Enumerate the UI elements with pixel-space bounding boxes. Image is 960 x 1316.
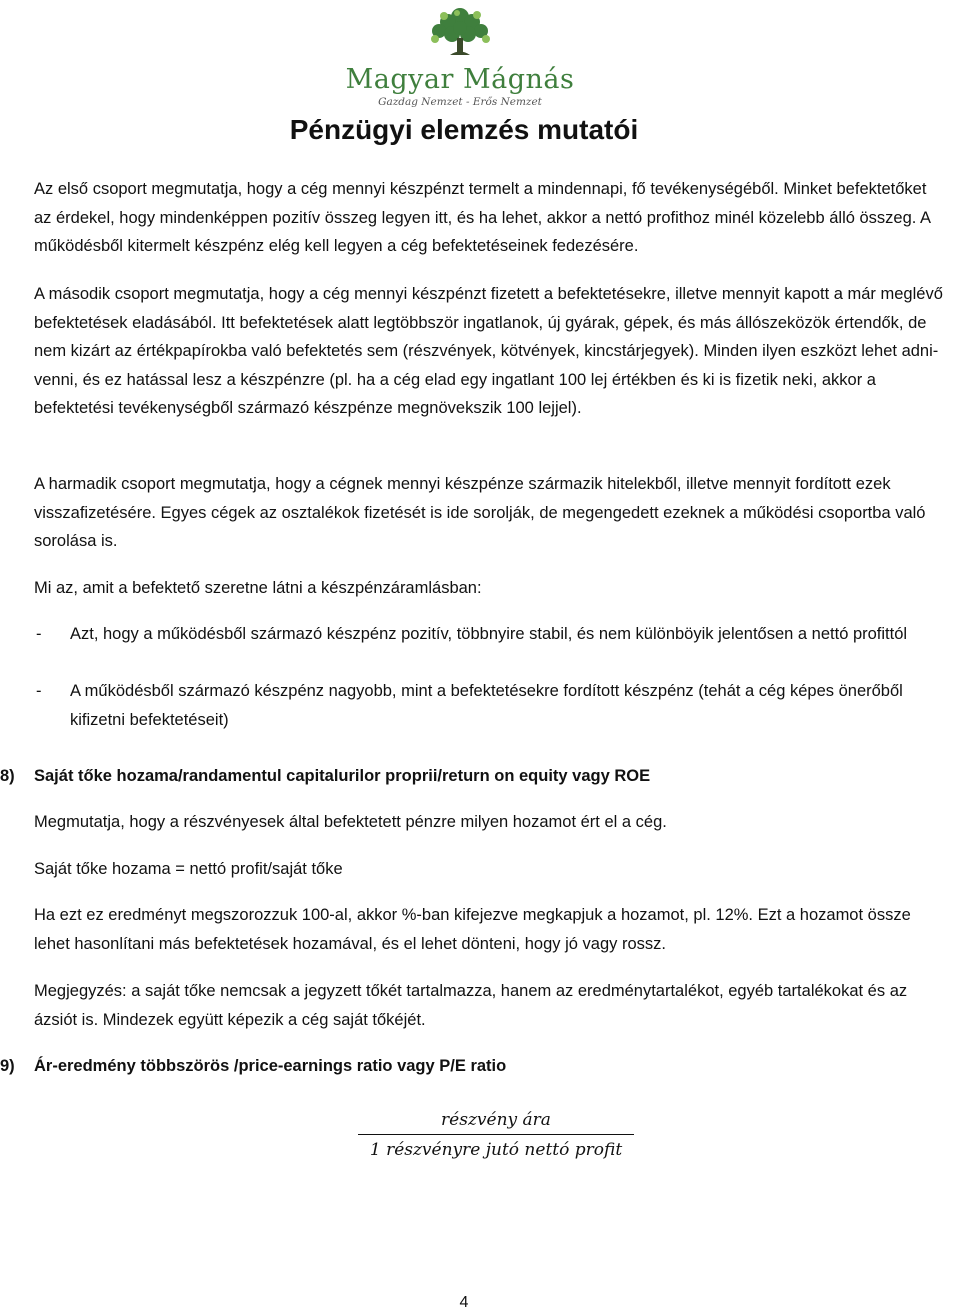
page-title: Pénzügyi elemzés mutatói [289, 114, 639, 145]
logo-tagline: Gazdag Nemzet - Erős Nemzet [378, 96, 542, 108]
formula-numerator: részvény ára [441, 1110, 551, 1130]
roe-formula-text: Saját tőke hozama = nettó profit/saját tőke [34, 860, 343, 878]
paragraph-second-group: A második csoport megmutatja, hogy a cég mennyi készpénzt fizetett a befektetésekre, illetve mennyit kapott a már meglévő befektetések eladásából. Itt befektetések alatt legtöbbször ingatlanok, új gyárak, gépek, és más állószeközök értendők, de nem kizárt az értékpapírokba való befektetés sem (részvények, kötvények, kincstárjegyek). Minden ilyen eszközt lehet adni-venni, és ez hatással lesz a készpénzre (pl. ha a cég elad egy ingatlant 100 lej értékben és ki is fizetik neki, akkor a befektetési tevékenységből származó készpénze megnövekszik 100 lejjel). [34, 285, 943, 418]
section-number: 9) [0, 1057, 15, 1075]
formula-denominator: 1 részvényre jutó nettó profit [369, 1140, 623, 1160]
company-logo [340, 4, 580, 108]
bullet-dash: - [36, 682, 42, 700]
tree-icon [340, 4, 580, 66]
page-number: 4 [459, 1294, 469, 1311]
roe-description: Megmutatja, hogy a részvényesek által befektetett pénzre milyen hozamot ért el a cég. [34, 813, 667, 831]
list-item-text: A működésből származó készpénz nagyobb, mint a befektetésekre fordított készpénz (tehát a cég képes önerőből kifizetni befektetéseit) [70, 682, 903, 729]
section-number: 8) [0, 767, 15, 785]
roe-percentage-note: Ha ezt ez eredményt megszorozzuk 100-al, akkor %-ban kifejezve megkapjuk a hozamot, pl. 12%. Ezt a hozamot össze lehet hasonlítani más befektetések hozamával, és el lehet dönteni, hogy jó vagy rossz. [34, 906, 911, 953]
roe-remark: Megjegyzés: a saját tőke nemcsak a jegyzett tőkét tartalmazza, hanem az eredménytartalékot, egyéb tartalékokat és az ázsiót is. Mindezek együtt képezik a cég saját tőkéjét. [34, 982, 908, 1029]
paragraph-first-group: Az első csoport megmutatja, hogy a cég mennyi készpénzt termelt a mindennapi, fő tevékenységéből. Minket befektetőket az érdekel, hogy mindenképpen pozitív összeg legyen itt, és ha lehet, akkor a nettó profithoz minél közelebb álló összeg. A működésből kitermelt készpénz elég kell legyen a cég befektetéseinek fedezésére. [34, 180, 931, 256]
list-item-text: Azt, hogy a működésből származó készpénz pozitív, többnyire stabil, és nem különböyik jelentősen a nettó profittól [70, 625, 908, 643]
bullet-dash: - [36, 625, 42, 643]
pe-ratio-formula [356, 1106, 636, 1163]
section-title: Ár-eredmény többszörös /price-earnings ratio vagy P/E ratio [34, 1057, 507, 1075]
paragraph-third-group: A harmadik csoport megmutatja, hogy a cégnek mennyi készpénze származik hitelekből, illetve mennyit fordított ezek visszafizetésére. Egyes cégek az osztalékok fizetését is ide sorolják, de megengedett ezeknek a működési csoportba való sorolása is. [34, 475, 926, 551]
logo-name: Magyar Mágnás [345, 64, 575, 95]
paragraph-investor-expectations: Mi az, amit a befektető szeretne látni a készpénzáramlásban: [34, 579, 482, 597]
section-title: Saját tőke hozama/randamentul capitalurilor proprii/return on equity vagy ROE [34, 767, 651, 785]
